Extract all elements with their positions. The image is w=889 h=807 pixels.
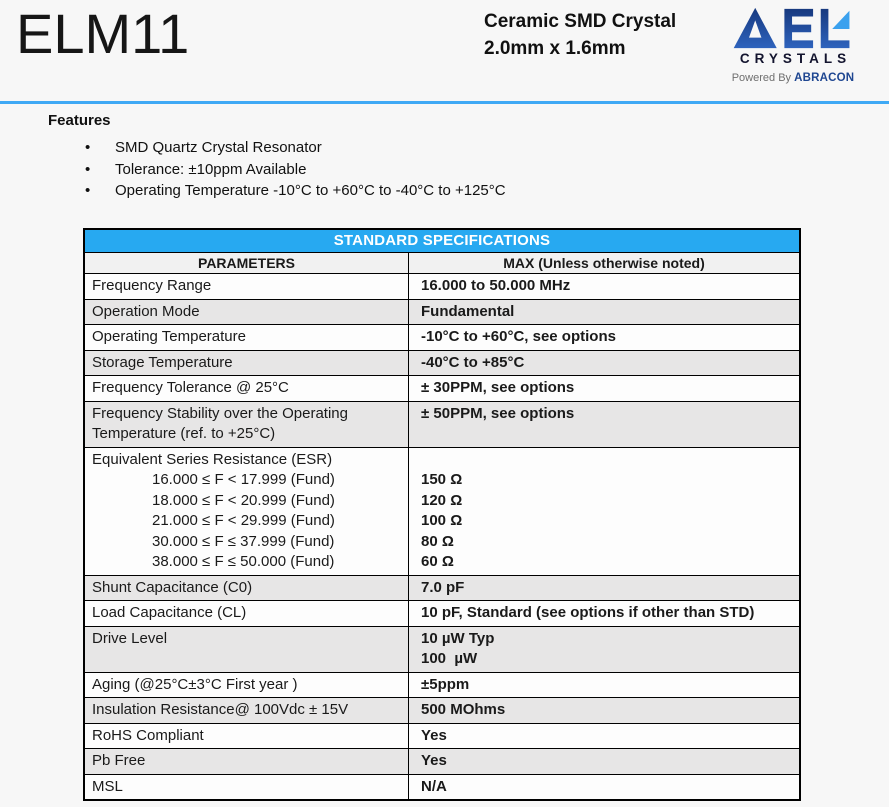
value-line: 150 Ω <box>421 471 463 488</box>
subtitle-line2: 2.0mm x 1.6mm <box>484 38 626 59</box>
value-line: ± 30PPM, see options <box>421 379 575 396</box>
param-sub-label: 38.000 ≤ F ≤ 50.000 (Fund) <box>152 553 335 570</box>
table-row <box>85 724 799 750</box>
value-cell <box>409 325 799 350</box>
param-label: Frequency Range <box>92 277 212 294</box>
feature-item: • SMD Quartz Crystal Resonator <box>48 137 748 159</box>
table-row <box>85 749 799 775</box>
value-cell <box>409 627 799 672</box>
param-cell <box>85 402 409 447</box>
value-cell <box>409 274 799 299</box>
features-heading: Features <box>48 112 111 129</box>
value-cell <box>409 351 799 376</box>
table-row <box>85 627 799 673</box>
ael-wordmark-icon <box>729 6 857 50</box>
param-cell <box>85 351 409 376</box>
value-line: N/A <box>421 777 447 795</box>
param-cell <box>85 724 409 749</box>
value-cell <box>409 402 799 447</box>
powered-by-line <box>711 72 875 84</box>
param-label: Aging (@25°C±3°C First year ) <box>92 675 298 693</box>
value-line: -10°C to +60°C, see options <box>421 328 616 345</box>
param-cell <box>85 673 409 698</box>
table-row <box>85 673 799 699</box>
powered-by-prefix: Powered By <box>731 72 795 84</box>
param-sub-label: 18.000 ≤ F < 20.999 (Fund) <box>152 491 335 509</box>
value-cell <box>409 601 799 626</box>
feature-item: • Tolerance: ±10ppm Available <box>48 159 748 181</box>
spec-table-body <box>85 274 799 799</box>
features-section <box>48 112 748 202</box>
value-line: 100 Ω <box>421 512 463 529</box>
value-cell <box>409 724 799 749</box>
param-cell <box>85 274 409 299</box>
param-label: Frequency Stability over the Operating Temperature (ref. to +25°C) <box>92 404 352 442</box>
value-cell <box>409 673 799 698</box>
param-label: Insulation Resistance@ 100Vdc ± 15V <box>92 701 349 718</box>
table-row <box>85 274 799 300</box>
value-line: Yes <box>421 726 447 744</box>
feature-item: • Operating Temperature -10°C to +60°C to -40°C to +125°C <box>48 180 748 202</box>
table-row <box>85 601 799 627</box>
value-line: 60 Ω <box>421 553 454 570</box>
param-label: Drive Level <box>92 629 168 647</box>
param-label: Frequency Tolerance @ 25°C <box>92 379 289 396</box>
table-row <box>85 376 799 402</box>
value-line: 16.000 to 50.000 MHz <box>421 277 571 294</box>
ael-logo <box>711 6 875 84</box>
table-row <box>85 351 799 377</box>
table-row <box>85 576 799 602</box>
param-cell <box>85 601 409 626</box>
table-row <box>85 402 799 448</box>
value-line: 10 pF, Standard (see options if other than STD) <box>421 604 755 621</box>
logo-brand-label: CRYSTALS <box>739 51 852 66</box>
column-header-parameters: PARAMETERS <box>85 253 409 273</box>
value-line: Yes <box>421 752 447 769</box>
param-label: MSL <box>92 777 123 795</box>
page-title: ELM11 <box>16 2 190 65</box>
powered-by-brand: ABRACON <box>794 72 855 84</box>
value-line: ± 50PPM, see options <box>421 404 575 422</box>
column-header-max: MAX (Unless otherwise noted) <box>503 255 705 271</box>
value-cell <box>409 698 799 723</box>
param-cell <box>85 376 409 401</box>
table-row <box>85 325 799 351</box>
value-line: ±5ppm <box>421 675 470 693</box>
param-cell <box>85 627 409 672</box>
product-subtitle <box>484 8 676 62</box>
value-line: 7.0 pF <box>421 578 465 596</box>
param-cell <box>85 698 409 723</box>
value-line: -40°C to +85°C <box>421 353 525 371</box>
param-label: RoHS Compliant <box>92 726 204 744</box>
subtitle-line1: Ceramic SMD Crystal <box>484 11 677 32</box>
param-sub-label: 16.000 ≤ F < 17.999 (Fund) <box>152 471 335 488</box>
param-sub-label: 30.000 ≤ F ≤ 37.999 (Fund) <box>152 532 335 550</box>
value-line: 500 MOhms <box>421 701 506 718</box>
param-cell <box>85 749 409 774</box>
spec-table <box>83 228 801 801</box>
param-cell <box>85 576 409 601</box>
value-cell <box>409 576 799 601</box>
param-cell <box>85 448 409 575</box>
param-cell <box>85 300 409 325</box>
value-line: 100 µW <box>421 650 478 667</box>
value-cell <box>409 300 799 325</box>
param-cell <box>85 325 409 350</box>
value-line: Fundamental <box>421 302 515 320</box>
value-line: 120 Ω <box>421 491 463 509</box>
value-line <box>421 450 793 471</box>
table-row <box>85 300 799 326</box>
param-cell <box>85 775 409 800</box>
features-list <box>48 137 748 202</box>
param-label: Pb Free <box>92 752 146 769</box>
table-row <box>85 698 799 724</box>
header-divider <box>0 101 889 104</box>
table-row <box>85 775 799 800</box>
param-label: Operating Temperature <box>92 328 246 345</box>
value-line: 80 Ω <box>421 532 454 550</box>
value-cell <box>409 749 799 774</box>
param-label: Load Capacitance (CL) <box>92 604 247 621</box>
param-label: Shunt Capacitance (C0) <box>92 578 253 596</box>
param-label: Storage Temperature <box>92 353 233 371</box>
value-line: 10 µW Typ <box>421 629 495 647</box>
value-cell <box>409 376 799 401</box>
value-cell <box>409 448 799 575</box>
spec-table-title: STANDARD SPECIFICATIONS <box>85 230 799 253</box>
param-label: Operation Mode <box>92 302 200 320</box>
param-sub-label: 21.000 ≤ F < 29.999 (Fund) <box>152 512 335 529</box>
logo-triangle-icon <box>832 11 849 29</box>
value-cell <box>409 775 799 800</box>
table-row <box>85 448 799 576</box>
param-label: Equivalent Series Resistance (ESR) <box>92 450 333 468</box>
spec-table-header-row <box>85 253 799 274</box>
